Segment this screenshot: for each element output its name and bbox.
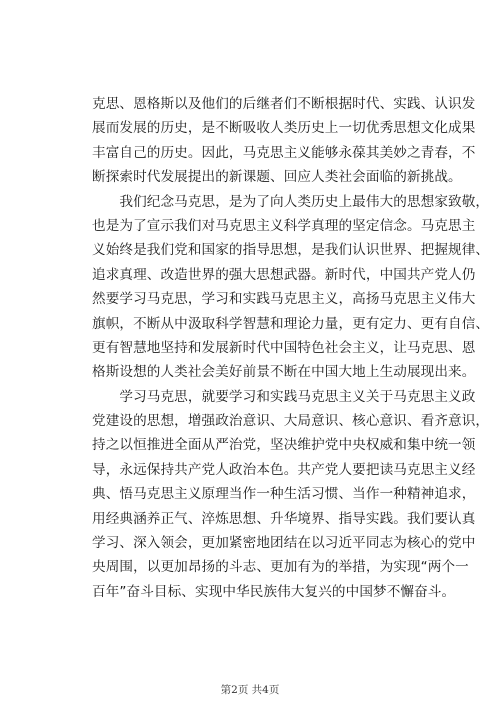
text-line: 典、悟马克思主义原理当作一种生活习惯、当作一种精神追求， bbox=[92, 486, 476, 503]
paragraph-2 bbox=[92, 190, 490, 385]
text-line: 学习、深入领会，更加紧密地团结在以习近平同志为核心的党中 bbox=[92, 535, 476, 552]
text-line: 格斯设想的人类社会美好前景不断在中国大地上生动展现出来。 bbox=[92, 364, 476, 381]
text-line: 追求真理、改造世界的强大思想武器。新时代，中国共产党人仍 bbox=[92, 266, 476, 283]
text-line: 也是为了宣示我们对马克思主义科学真理的坚定信念。马克思主 bbox=[92, 217, 476, 234]
text-line: 持之以恒推进全面从严治党，坚决维护党中央权威和集中统一领 bbox=[92, 437, 476, 454]
text-line: 然要学习马克思，学习和实践马克思主义，高扬马克思主义伟大 bbox=[92, 291, 476, 308]
text-line: 义始终是我们党和国家的指导思想，是我们认识世界、把握规律、 bbox=[92, 242, 490, 259]
text-line: 百年”奋斗目标、实现中华民族伟大复兴的中国梦不懈奋斗。 bbox=[92, 583, 456, 600]
document-body bbox=[92, 92, 490, 604]
text-line: 断探索时代发展提出的新课题、回应人类社会面临的新挑战。 bbox=[92, 169, 462, 186]
text-line: 党建设的思想，增强政治意识、大局意识、核心意识、看齐意识， bbox=[92, 413, 490, 430]
text-line: 旗帜，不断从中汲取科学智慧和理论力量，更有定力、更有自信、 bbox=[92, 315, 490, 332]
text-line: 克思、恩格斯以及他们的后继者们不断根据时代、实践、认识发 bbox=[92, 96, 476, 112]
text-line: 用经典涵养正气、淬炼思想、升华境界、指导实践。我们要认真 bbox=[92, 510, 476, 527]
text-line: 展而发展的历史，是不断吸收人类历史上一切优秀思想文化成果 bbox=[92, 120, 476, 137]
text-line: 学习马克思，就要学习和实践马克思主义关于马克思主义政 bbox=[92, 388, 476, 405]
text-line: 央周围，以更加昂扬的斗志、更加有为的举措，为实现“两个一 bbox=[92, 559, 469, 576]
paragraph-1 bbox=[92, 92, 476, 190]
paragraph-3 bbox=[92, 385, 490, 605]
page-number-label: 第2页 共4页 bbox=[220, 684, 280, 696]
page-footer bbox=[0, 682, 500, 697]
text-line: 更有智慧地坚持和发展新时代中国特色社会主义，让马克思、恩 bbox=[92, 339, 476, 356]
text-line: 导，永远保持共产党人政治本色。共产党人要把读马克思主义经 bbox=[92, 461, 476, 478]
text-line: 我们纪念马克思，是为了向人类历史上最伟大的思想家致敬， bbox=[92, 193, 490, 210]
text-line: 丰富自己的历史。因此，马克思主义能够永葆其美妙之青春，不 bbox=[92, 144, 476, 161]
